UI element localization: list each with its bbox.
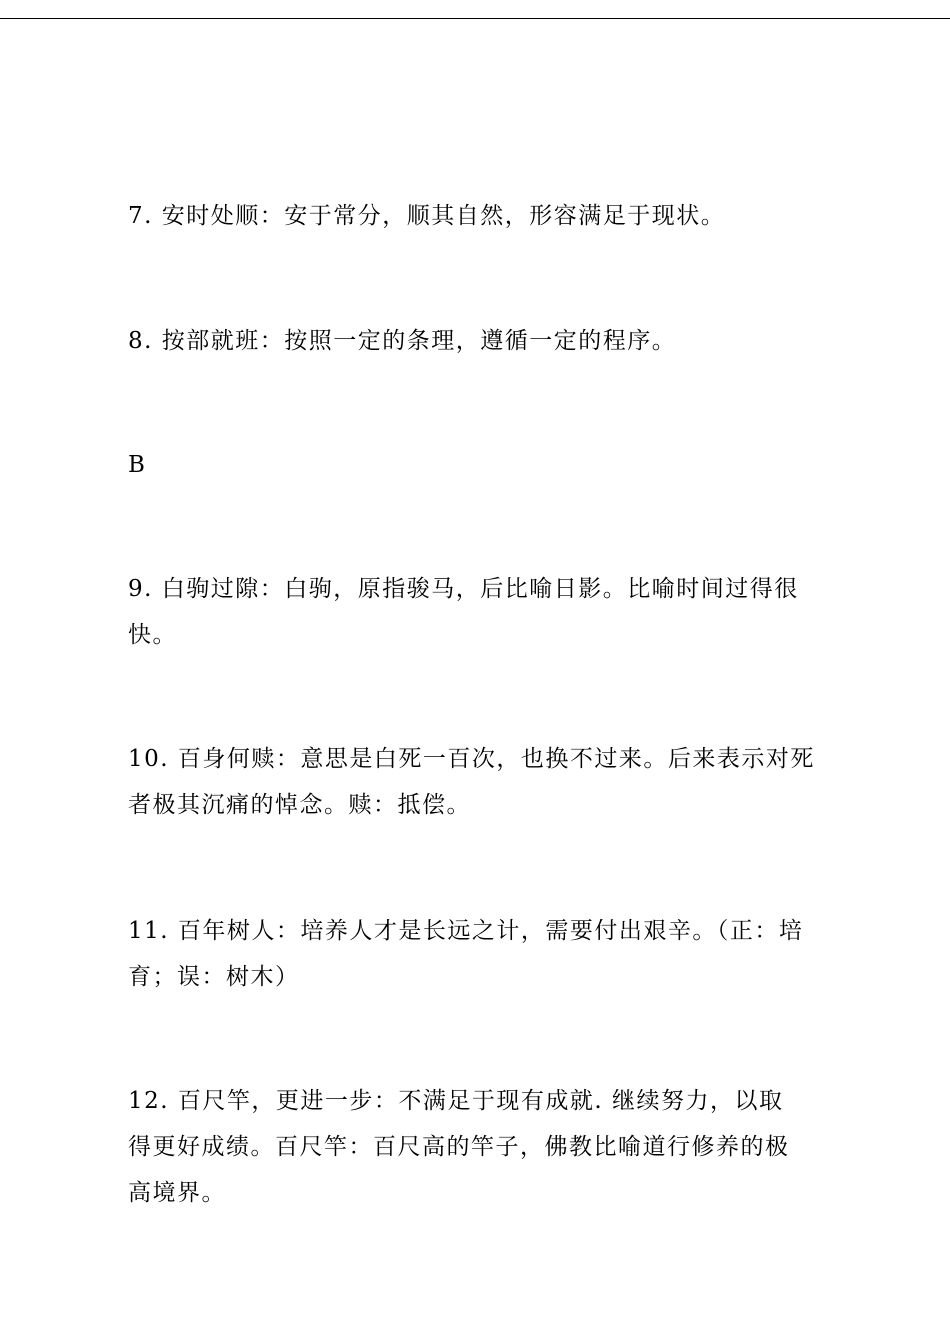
entry-8 [128,318,828,364]
entry-12-line-1: 12. 百尺竿，更进一步：不满足于现有成就. 继续努力，以取 [128,1088,784,1114]
entry-10-line-1: 10. 百身何赎：意思是白死一百次，也换不过来。后来表示对死 [128,746,815,772]
entry-11-line-2: 育；误：树木） [128,964,300,990]
entry-7-line-1: 7. 安时处顺：安于常分，顺其自然，形容满足于现状。 [128,203,726,229]
entry-11 [128,908,828,1000]
entry-10 [128,736,828,828]
entry-9-line-2: 快。 [128,622,177,648]
section-b-label: B [128,452,147,478]
entry-8-line-1: 8. 按部就班：按照一定的条理，遵循一定的程序。 [128,328,677,354]
entry-9 [128,566,828,658]
entry-12-line-2: 得更好成绩。百尺竿：百尺高的竿子，佛教比喻道行修养的极 [128,1134,790,1160]
entry-7 [128,193,828,239]
header-rule [0,18,950,19]
entry-9-line-1: 9. 白驹过隙：白驹，原指骏马，后比喻日影。比喻时间过得很 [128,576,799,602]
entry-12 [128,1078,828,1216]
section-heading-b [128,442,828,488]
entry-12-line-3: 高境界。 [128,1180,226,1206]
entry-10-line-2: 者极其沉痛的悼念。赎：抵偿。 [128,792,471,818]
entry-11-line-1: 11. 百年树人：培养人才是长远之计，需要付出艰辛。（正：培 [128,918,804,944]
